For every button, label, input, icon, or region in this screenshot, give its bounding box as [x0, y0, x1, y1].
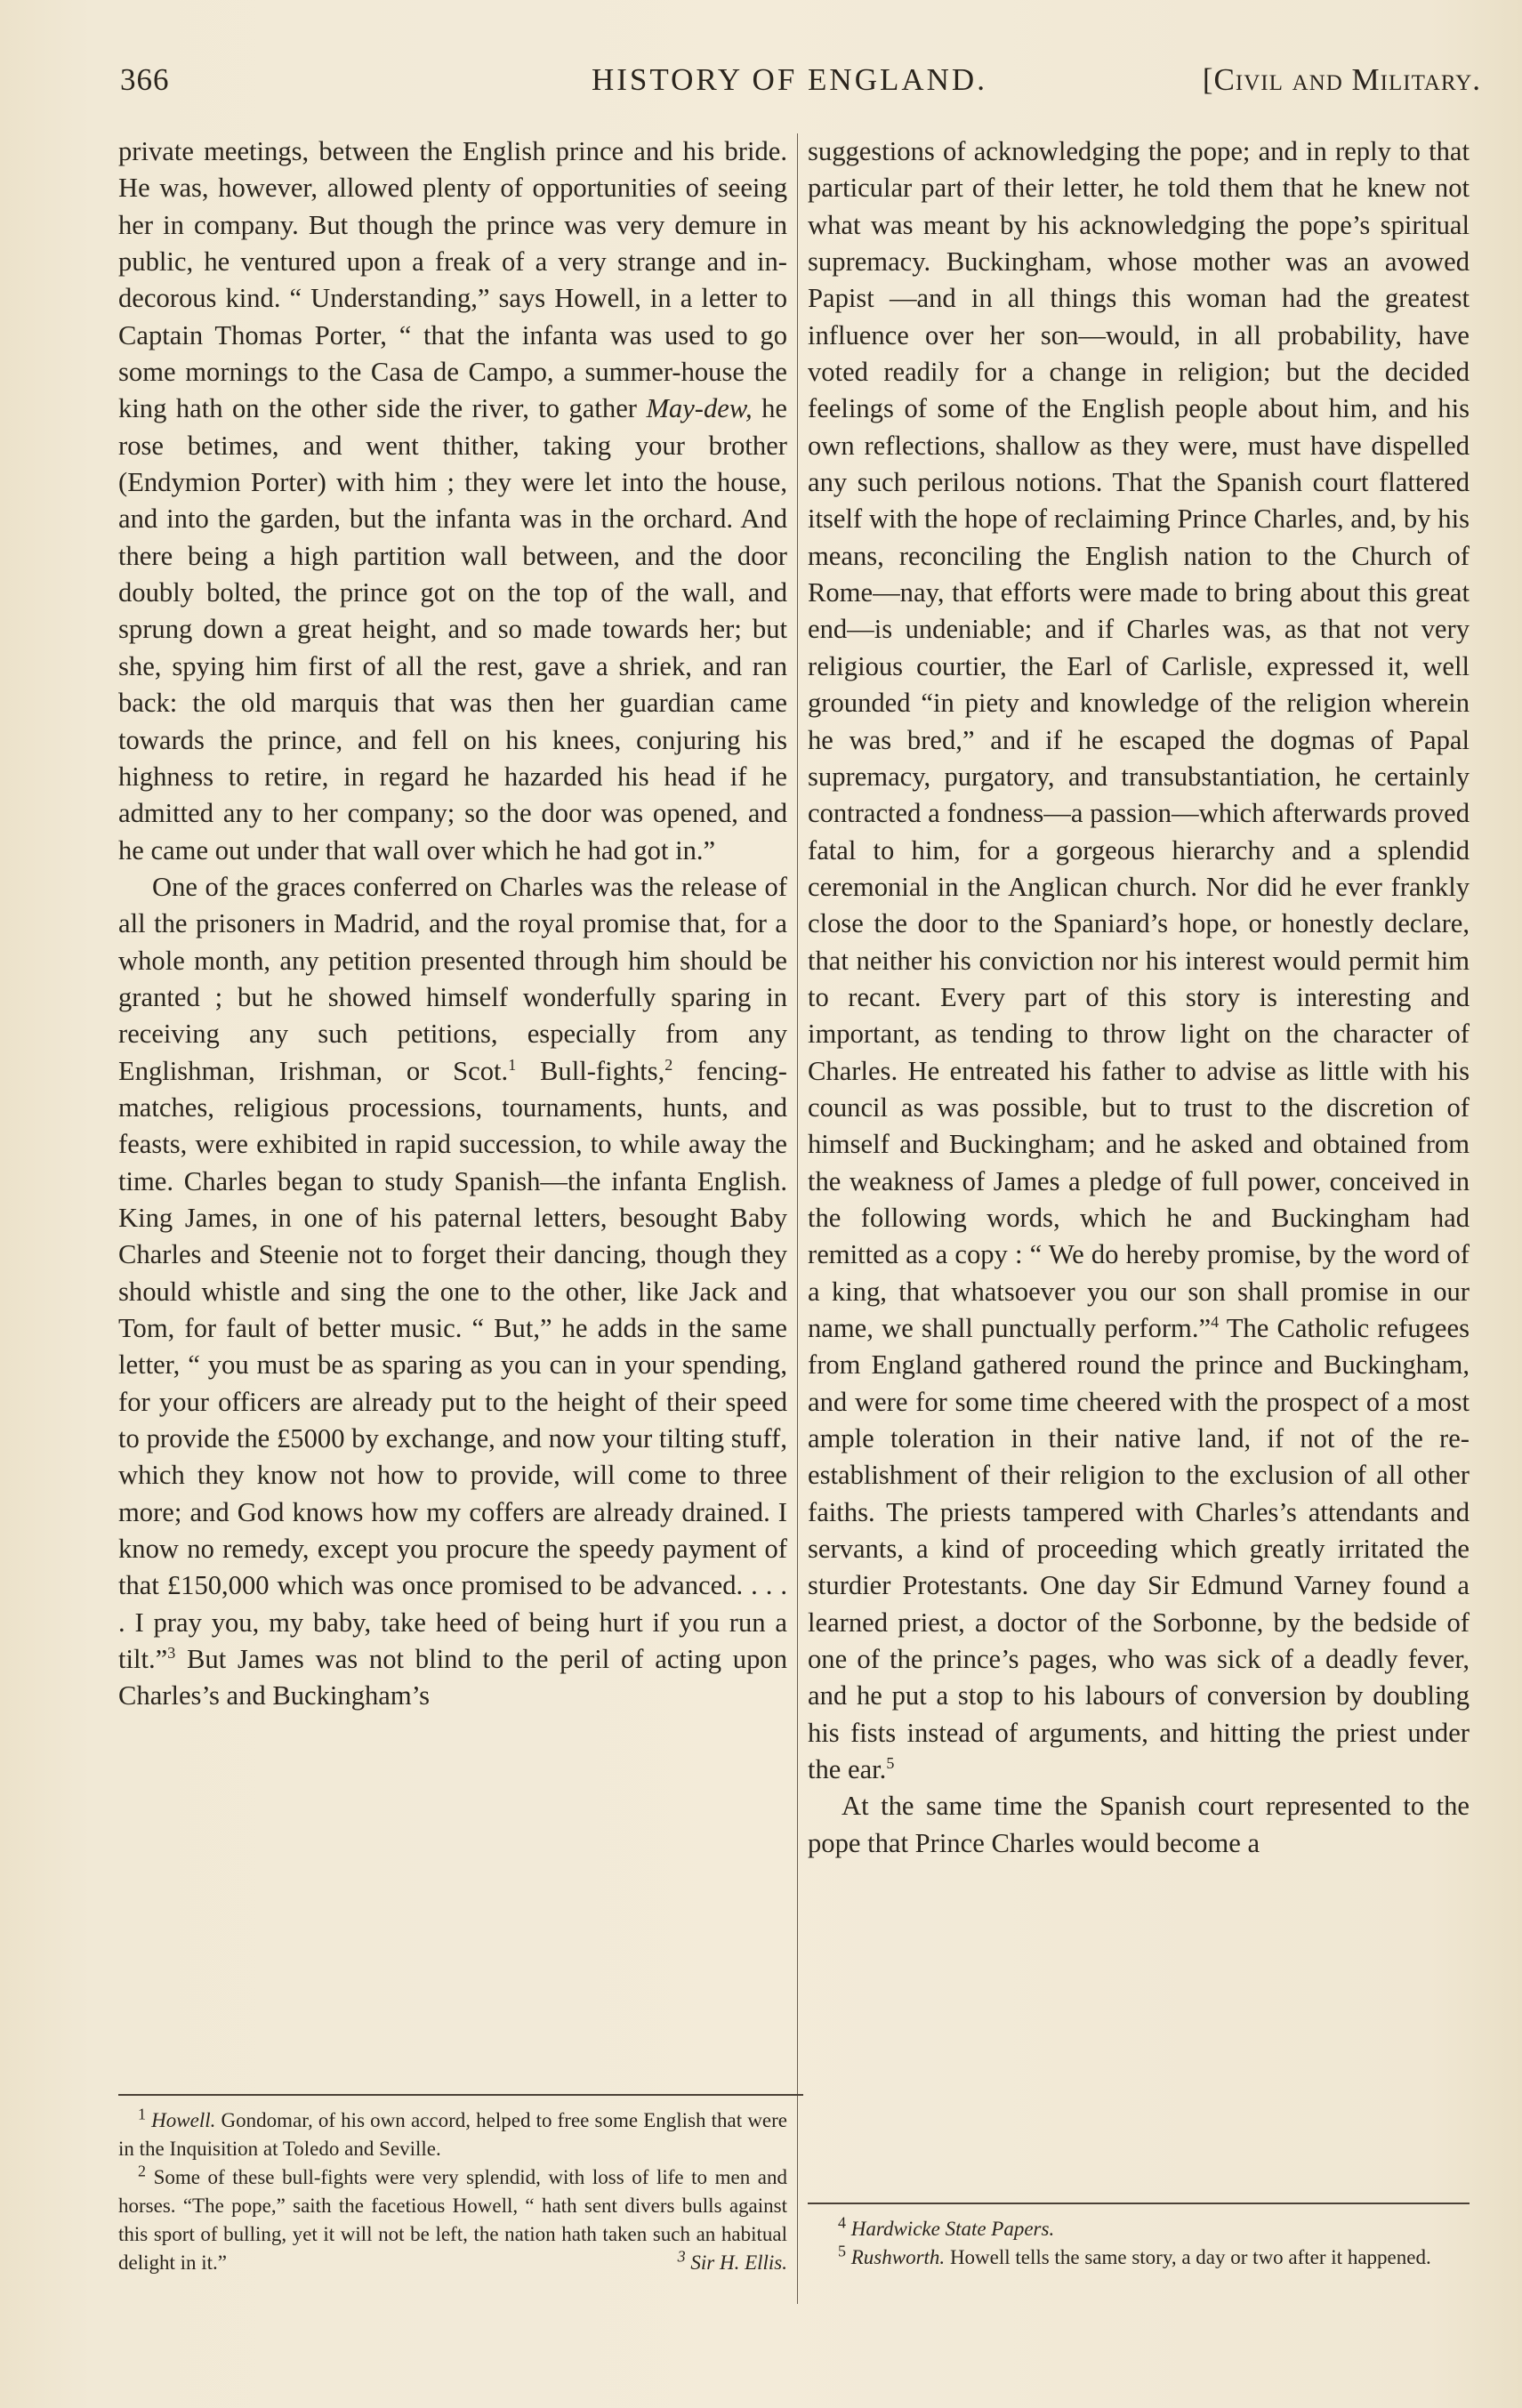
footnote-ref: 5	[886, 1753, 895, 1772]
footnote-ref: 3	[167, 1643, 176, 1662]
section-label: [Civil and Military.	[1202, 62, 1481, 97]
paragraph: private meetings, between the English prince and his bride. He was, however, allowed plenty of opportunities of seeing her in company. But though the prince was very demure in public, he ventured upon a freak of a very strange and indecorous kind. “ Understanding,” says Howell, in a letter to Captain Thomas Porter, “ that the infanta was used to go some mornings to the Casa de Campo, a summer-house the king hath on the other side the river, to gather May-dew, he rose betimes, and went thither, taking your brother (Endymion Porter) with him ; they were let into the house, and into the garden, but the infanta was in the orchard. And there being a high partition wall between, and the door doubly bolted, the prince got on the top of the wall, and sprung down a great height, and so made towards her; but she, spying him first of all the rest, gave a shriek, and ran back: the old marquis that was then her guardian came towards the prince, and fell on his knees, conjuring his highness to retire, in regard he hazarded his head if he admitted any to her company; so the door was opened, and he came out under that wall over which he had got in.”	[118, 136, 787, 866]
footnotes-left	[118, 2106, 787, 2277]
left-column	[118, 133, 787, 1715]
footnote-ref: 1	[508, 1055, 517, 1074]
paragraph: One of the graces conferred on Charles was the release of all the prisoners in Madrid, and the royal promise that, for a whole month, any petition presented through him should be granted ; but he showed himself wonderfully sparing in receiving any such petitions, especially from any Englishman, Irishman, or Scot.$^1$ Bull-fights,$^2$ fencing-matches, religious processions, tournaments, hunts, and feasts, were exhibited in rapid succession, to while away the time. Charles began to study Spanish—the infanta English. King James, in one of his paternal letters, besought Baby Charles and Steenie not to forget their dancing, though they should whistle and sing the one to the other, like Jack and Tom, for fault of better music. “ But,” he adds in the same letter, “ you must be as sparing as you can in your spending, for your officers are already put to the height of their speed to provide the £5000 by exchange, and now your tilting stuff, which they know not how to provide, will come to three more; and God knows how my coffers are already drained. I know no remedy, except you procure the speedy payment of that £150,000 which was once promised to be advanced. . . . . I pray you, my baby, take heed of being hurt if you run a tilt.”$^3$ But James was not blind to the peril of acting upon Charles’s and Buckingham’s	[118, 871, 787, 1711]
right-column	[808, 133, 1470, 1862]
column-divider	[797, 133, 798, 2304]
footnote-rule	[118, 2094, 803, 2096]
footnote: $^2$ Some of these bull-fights were very splendid, with loss of life to men and horses. “The pope,” saith the facetious Howell, “ hath sent divers bulls against this sport of bulling, yet it will not be left, the nation hath taken such an habitual delight in it.” $^3$ Sir H. Ellis.	[118, 2162, 788, 2274]
footnote: $^1$ Howell. Gondomar, of his own accord, helped to free some English that were in the Inquisition at Toledo and Seville.	[118, 2105, 787, 2160]
footnote-ref: 2	[664, 1055, 673, 1074]
footnote: $^4$ Hardwicke State Papers.	[838, 2213, 1055, 2240]
footnote-ref: 4	[1211, 1312, 1220, 1331]
paragraph: suggestions of acknowledging the pope; and in reply to that particular part of their letter, he told them that he knew not what was meant by his acknowledging the pope’s spiritual supremacy. Buckingham, whose mother was an avowed Papist —and in all things this woman had the greatest influence over her son—would, in all probability, have voted readily for a change in religion; but the decided feelings of some of the English people about him, and his own reflections, shallow as they were, must have dispelled any such perilous notions. That the Spanish court flattered itself with the hope of reclaiming Prince Charles, and, by his means, reconciling the English nation to the Church of Rome—nay, that efforts were made to bring about this great end—is undeniable; and if Charles was, as that not very religious courtier, the Earl of Carlisle, expressed it, well grounded “in piety and knowledge of the religion wherein he was bred,” and if he escaped the dogmas of Papal supremacy, purgatory, and transubstantiation, he certainly contracted a fondness—a passion—which afterwards proved fatal to him, for a gorgeous hierarchy and a splendid ceremonial in the Anglican church. Nor did he ever frankly close the door to the Spaniard’s hope, or honestly declare, that neither his conviction nor his interest would permit him to recant. Every part of this story is interesting and important, as tending to throw light on the character of Charles. He entreated his father to advise as little with his council as was possible, but to trust to the discretion of himself and Buckingham; and he asked and obtained from the weakness of James a pledge of full power, conceived in the following words, which he and Buckingham had remitted as a copy : “ We do hereby promise, by the word of a king, that whatsoever you our son shall promise in our name, we shall punctually perform.”$^4$ The Catholic refugees from England gathered round the prince and Buckingham, and were for some time cheered with the prospect of a most ample toleration in their native land, if not of the re-establishment of their religion to the exclusion of all other faiths. The priests tampered with Charles’s attendants and servants, a kind of proceeding which greatly irritated the sturdier Protestants. One day Sir Edmund Varney found a learned priest, a doctor of the Sorbonne, by the bedside of one of the prince’s pages, who was sick of a deadly fever, and he put a stop to his labours of conversion by doubling his fists instead of arguments, and hitting the priest under the ear.$^5$	[808, 136, 1470, 1785]
running-title: HISTORY OF ENGLAND.	[592, 62, 987, 97]
footnotes-right	[818, 2215, 1472, 2272]
footnote-rule	[808, 2203, 1470, 2204]
page-number: 366	[120, 62, 170, 97]
running-head	[120, 62, 1481, 116]
footnote: $^5$ Rushworth. Howell tells the same story, a day or two after it happened.	[838, 2242, 1431, 2268]
paragraph: At the same time the Spanish court represented to the pope that Prince Charles would become a	[808, 1791, 1470, 1858]
